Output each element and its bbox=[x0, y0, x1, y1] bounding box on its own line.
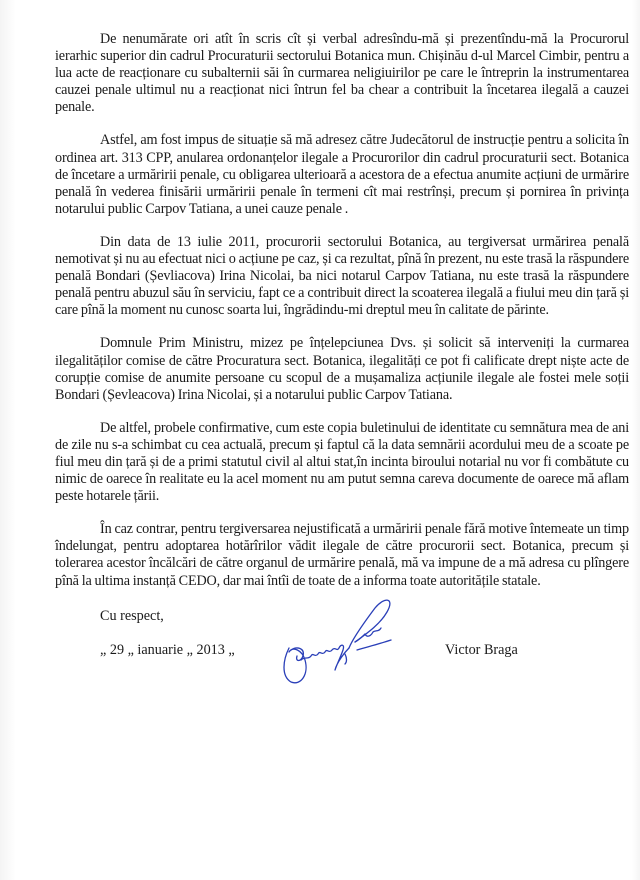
signature-line bbox=[55, 642, 629, 662]
paragraph-2: Astfel, am fost impus de situație să mă adresez către Judecătorul de instrucție pentru a solicita în ordinea art. 313 CPP, anularea ordonanțelor ilegale a Procurorilor din cadrul procuraturii sect. Botanica de încetare a urmăririi penale, cu obligarea ulterioară a acestora de a efectua anumite acțiuni de urmărire penală în vederea finisării urmăririi penale în termeni cît mai restrînși, precum și pornirea în privința notarului public Carpov Tatiana, a unei cauze penale . bbox=[55, 132, 629, 217]
paragraph-1: De nenumărate ori atît în scris cît și verbal adresîndu-mă și prezentîndu-mă la Procurorul ierarhic superior din cadrul Procuraturii sectorului Botanica mun. Chișinău d-ul Marcel Cimbir, pentru a lua acte de reacționare cu subalternii săi în curmarea neligiuirilor pe care le întreprin la instrumentarea cauzei penale ultimul nu a reacționat nici întrun fel ba chear a contribuit la încetarea ilegală a cauzei penale. bbox=[55, 31, 629, 116]
paragraph-5: De altfel, probele confirmative, cum este copia buletinului de identitate cu semnătura mea de ani de zile nu s-a schimbat cu cea actuală, precum și faptul că la data semnării acordului meu de a scoate pe fiul meu din țară și de a primi statutul civil al altui stat,în incinta biroului notarial nu vor fi combătute cu nimic de oarece în realitate eu la acel moment nu am putut semna careva documente de oarece mă aflam peste hotarele țării. bbox=[55, 419, 629, 505]
signatory-name: Victor Braga bbox=[445, 641, 518, 658]
paragraph-6: În caz contrar, pentru tergiversarea nejustificată a urmăririi penale fără motive întemeate un timp îndelungat, pentru adoptarea hotărîrilor vădit ilegale de către procurorii sect. Botanica, precum și tolerarea acestor încălcări de către organul de urmărire penală, mă va impune de a mă adresa cu plîngere pînă la ultima instanță CEDO, dar mai întîi de toate de a informa toate autoritățile statale. bbox=[55, 521, 629, 589]
letter-page bbox=[55, 31, 629, 662]
letter-date: „ 29 „ ianuarie „ 2013 „ bbox=[100, 641, 235, 658]
closing-salutation: Cu respect, bbox=[100, 607, 164, 624]
signature-icon bbox=[275, 590, 400, 690]
scan-edge-left bbox=[0, 0, 16, 880]
scan-edge-right bbox=[632, 0, 640, 880]
paragraph-4: Domnule Prim Ministru, mizez pe înțelepciunea Dvs. și solicit să interveniți la curmarea ilegalităților comise de către Procuratura sect. Botanica, ilegalități ce pot fi calificate drept niște acte de corupție comise de anumite persoane cu scopul de a mușamaliza acțiunile ilegale ale fostei mele soții Bondari (Șevleacova) Irina Nicolai, și a notarului public Carpov Tatiana. bbox=[55, 335, 629, 403]
paragraph-3: Din data de 13 iulie 2011, procurorii sectorului Botanica, au tergiversat urmărirea penală nemotivat și nu au efectuat nici o acțiune pe caz, și ca rezultat, pînă în prezent, nu este trasă la răspundere penală Bondari (Șevliacova) Irina Nicolai, ba nici notarul Carpov Tatiana, nu este trasă la răspundere penală pentru abuzul său în serviciu, fapt ce a contribuit direct la scoaterea ilegală a fiului meu din țară și care pînă la moment nu cunosc soarta lui, îngrădindu-mi dreptul meu în calitate de părinte. bbox=[55, 233, 629, 319]
